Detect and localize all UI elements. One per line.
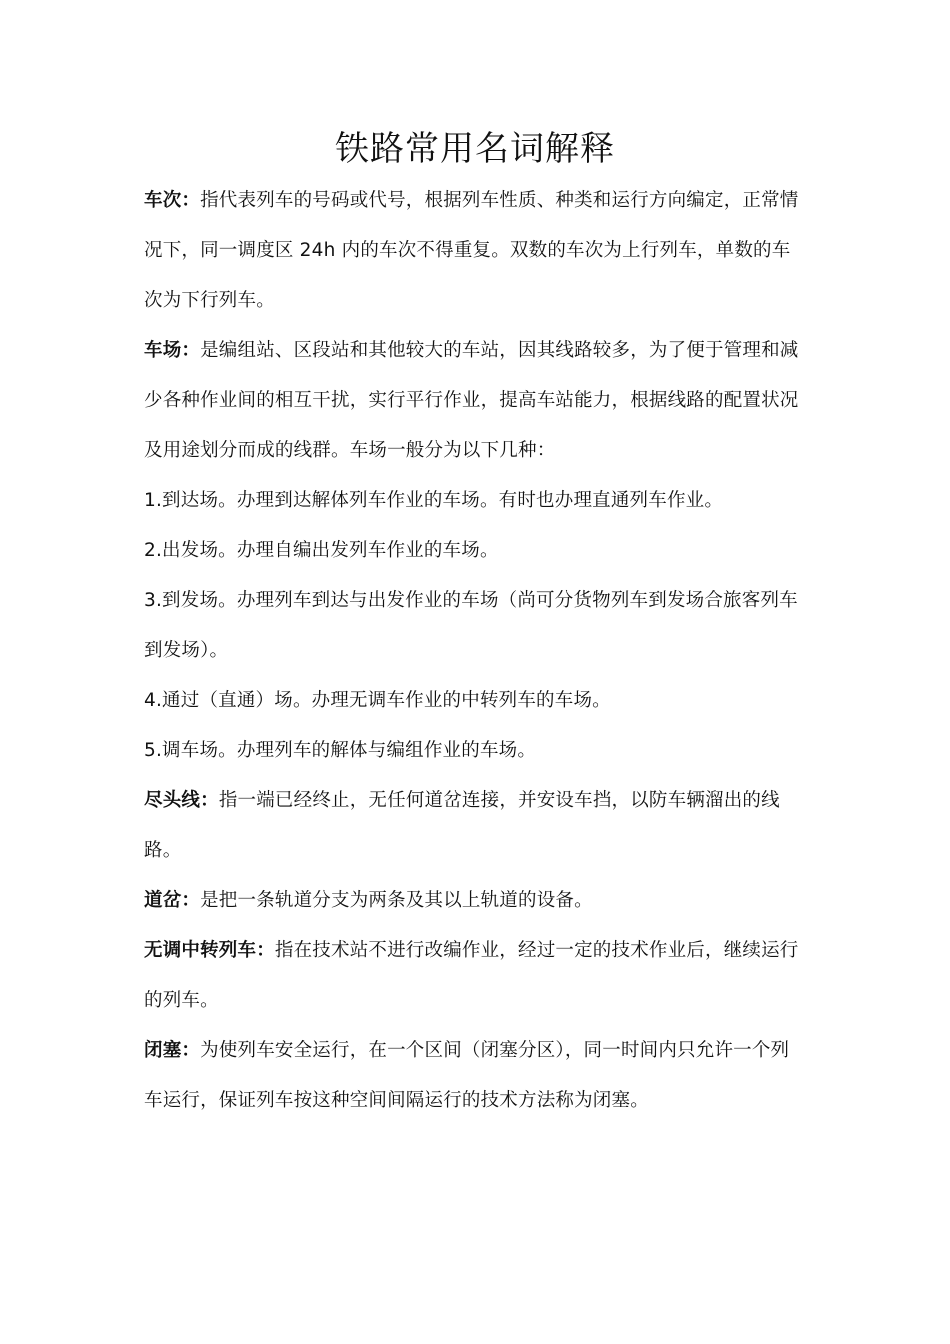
paragraph-wudiao [144, 926, 800, 1026]
term-label: 车场： [144, 340, 201, 361]
list-item [144, 576, 800, 676]
list-item [144, 476, 800, 526]
paragraph-bisai [144, 1026, 800, 1126]
term-label: 车次： [144, 190, 201, 211]
document-body [144, 176, 800, 1126]
paragraph-chechang [144, 326, 800, 476]
document-title: 铁路常用名词解释 [335, 129, 615, 169]
list-item-text: 5.调车场。办理列车的解体与编组作业的车场。 [144, 740, 537, 761]
paragraph-checi [144, 176, 800, 326]
paragraph-jintouxian [144, 776, 800, 876]
list-item [144, 526, 800, 576]
definition-text: 指在技术站不进行改编作业，经过一定的技术作业后，继续运行的列车。 [144, 940, 799, 1011]
definition-text: 指代表列车的号码或代号，根据列车性质、种类和运行方向编定，正常情况下，同一调度区 24h 内的车次不得重复。双数的车次为上行列车，单数的车次为下行列车。 [144, 190, 799, 311]
paragraph-daocha [144, 876, 800, 926]
definition-text: 为使列车安全运行，在一个区间（闭塞分区），同一时间内只允许一个列车运行，保证列车按这种空间间隔运行的技术方法称为闭塞。 [144, 1040, 790, 1111]
list-item-text: 3.到发场。办理列车到达与出发作业的车场（尚可分货物列车到发场合旅客列车到发场）。 [144, 590, 798, 661]
term-label: 闭塞： [144, 1040, 201, 1061]
list-item [144, 676, 800, 726]
definition-text: 是编组站、区段站和其他较大的车站，因其线路较多，为了便于管理和减少各种作业间的相互干扰，实行平行作业，提高车站能力，根据线路的配置状况及用途划分而成的线群。车场一般分为以下几种： [144, 340, 799, 461]
list-item-text: 1.到达场。办理到达解体列车作业的车场。有时也办理直通列车作业。 [144, 490, 724, 511]
definition-text: 是把一条轨道分支为两条及其以上轨道的设备。 [200, 890, 593, 911]
list-item-text: 2.出发场。办理自编出发列车作业的车场。 [144, 540, 499, 561]
list-item-text: 4.通过（直通）场。办理无调车作业的中转列车的车场。 [144, 690, 611, 711]
term-label: 尽头线： [144, 790, 219, 811]
term-label: 道岔： [144, 890, 201, 911]
term-label: 无调中转列车： [144, 940, 275, 961]
definition-text: 指一端已经终止，无任何道岔连接，并安设车挡，以防车辆溜出的线路。 [144, 790, 780, 861]
list-item [144, 726, 800, 776]
